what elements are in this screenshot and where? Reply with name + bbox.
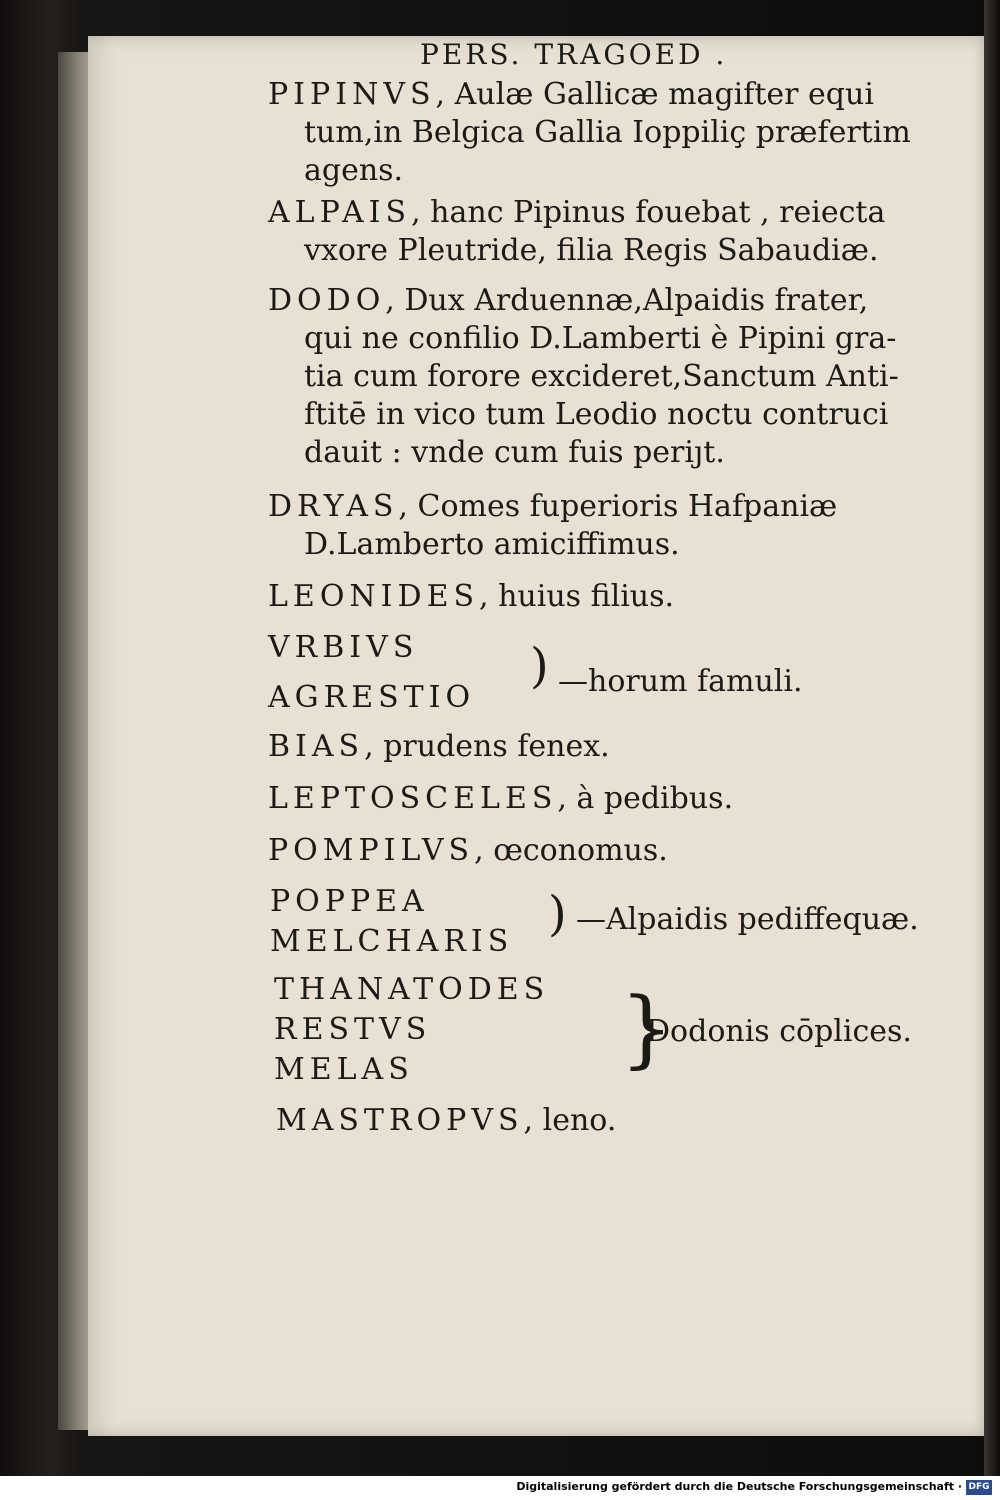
group-desc: —horum famuli. xyxy=(558,664,803,699)
character-desc: huius filius. xyxy=(498,579,675,614)
character-desc: œconomus. xyxy=(493,833,668,868)
entry-mastropus: MASTROPVS, leno. xyxy=(276,1103,617,1138)
character-desc-line: ftitē in vico tum Leodio noctu contruci xyxy=(304,397,889,432)
character-name: POPPEA xyxy=(270,884,429,919)
character-desc-line: dauit : vnde cum fuis periȷt. xyxy=(304,435,725,470)
character-name: VRBIVS xyxy=(268,630,419,665)
group-desc: Dodonis cōplices. xyxy=(646,1014,912,1049)
character-desc-line: tia cum forore excideret,Sanctum Anti- xyxy=(304,359,899,394)
entry-leonides: LEONIDES, huius filius. xyxy=(268,579,675,614)
entry-pompilus: POMPILVS, œconomus. xyxy=(268,833,668,868)
entry-dryas: DRYAS, Comes fuperioris Hafpaniæ D.Lamberto amiciffimus. xyxy=(268,488,958,564)
dfg-logo: DFG xyxy=(966,1480,992,1495)
footer-credit: Digitalisierung gefördert durch die Deutsche Forschungsgemeinschaft · xyxy=(516,1480,962,1493)
character-desc: leno. xyxy=(542,1103,617,1138)
character-desc-line: agens. xyxy=(304,153,404,188)
character-desc: Aulæ Gallicæ magifter equi xyxy=(454,77,874,112)
character-name: DODO xyxy=(268,283,386,318)
entry-pipinus: PIPINVS, Aulæ Gallicæ magifter equi tum,in Belgica Gallia Ioppiliç præfertim agens. xyxy=(268,76,958,190)
character-name: BIAS xyxy=(268,729,365,764)
running-head: PERS. TRAGOED . xyxy=(420,38,728,71)
entry-alpais: ALPAIS, hanc Pipinus fouebat , reiecta vxore Pleutride, filia Regis Sabaudiæ. xyxy=(268,194,958,270)
character-name: POMPILVS xyxy=(268,833,475,868)
character-desc-line: qui ne confilio D.Lamberti è Pipini gra- xyxy=(304,321,897,356)
character-name: THANATODES xyxy=(274,972,550,1007)
character-name: RESTVS xyxy=(274,1012,432,1047)
character-desc: prudens fenex. xyxy=(383,729,610,764)
entry-bias: BIAS, prudens fenex. xyxy=(268,729,610,764)
character-name: LEPTOSCELES xyxy=(268,781,558,816)
character-name: LEONIDES xyxy=(268,579,480,614)
character-name: ALPAIS xyxy=(268,195,412,230)
group-bracket: ) xyxy=(548,886,567,942)
character-name: MASTROPVS xyxy=(276,1103,524,1138)
group-bracket: ) xyxy=(530,638,549,694)
group-pedisequae xyxy=(270,884,960,968)
entry-dodo: DODO, Dux Arduennæ,Alpaidis frater, qui ne confilio D.Lamberti è Pipini gra- tia cum forore excideret,Sanctum Anti- ftitē in vico tum Leodio noctu contruci dauit : vnde cum fuis periȷt. xyxy=(268,282,958,472)
character-name: MELAS xyxy=(274,1052,414,1087)
footer-bar xyxy=(0,1476,1000,1500)
character-desc-line: vxore Pleutride, filia Regis Sabaudiæ. xyxy=(304,233,879,268)
group-complices xyxy=(274,972,964,1092)
character-desc-line: tum,in Belgica Gallia Ioppiliç præfertim xyxy=(304,115,911,150)
entry-leptosceles: LEPTOSCELES, à pedibus. xyxy=(268,781,734,816)
character-desc: Comes fuperioris Hafpaniæ xyxy=(417,489,838,524)
character-name: DRYAS xyxy=(268,489,399,524)
character-name: MELCHARIS xyxy=(270,924,514,959)
group-desc: —Alpaidis pediffequæ. xyxy=(576,902,919,937)
character-desc: Dux Arduennæ,Alpaidis frater, xyxy=(404,283,869,318)
group-famuli xyxy=(268,630,958,720)
character-name: AGRESTIO xyxy=(268,680,476,715)
character-desc: hanc Pipinus fouebat , reiecta xyxy=(430,195,886,230)
character-desc-line: D.Lamberto amiciffimus. xyxy=(304,527,680,562)
group-brace: } xyxy=(620,979,674,1077)
character-desc: à pedibus. xyxy=(576,781,734,816)
character-name: PIPINVS xyxy=(268,77,436,112)
right-binding xyxy=(984,0,1000,1500)
